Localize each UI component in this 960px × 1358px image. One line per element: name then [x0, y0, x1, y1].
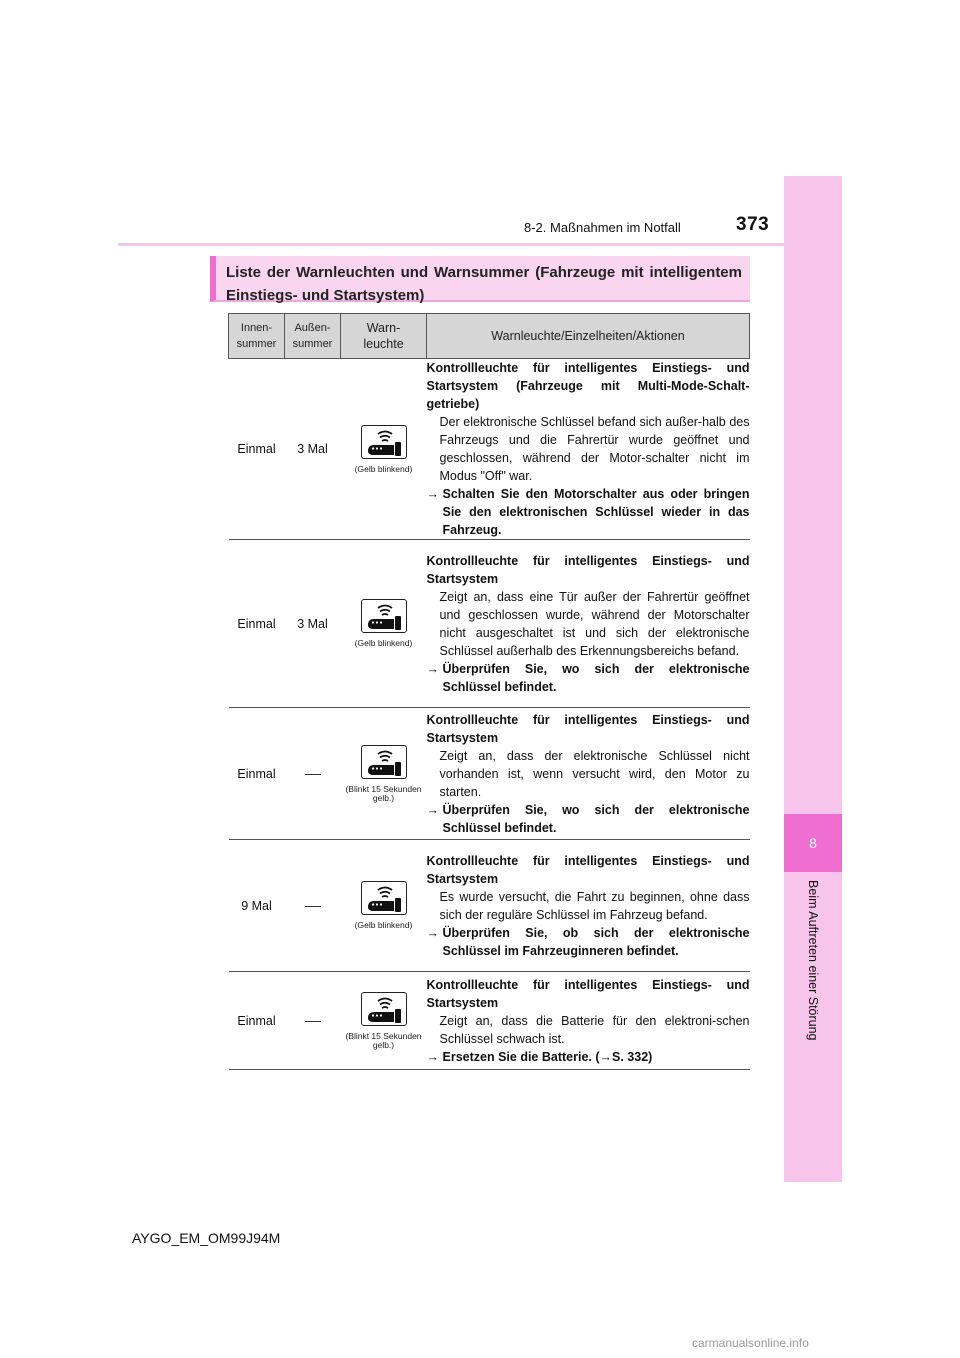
dash-mark: [305, 906, 321, 907]
col-warning-light: Warn- leuchte: [341, 314, 427, 359]
document-code: AYGO_EM_OM99J94M: [132, 1230, 281, 1246]
inner-buzzer-cell: 9 Mal: [229, 840, 285, 972]
detail-body: Es wurde versucht, die Fahrt zu beginnen, ohne dass sich der reguläre Schlüssel im Fahrzeug befand.: [439, 889, 750, 922]
inner-buzzer-cell: Einmal: [229, 972, 285, 1070]
warning-light-cell: [341, 840, 427, 972]
detail-body: Der elektronische Schlüssel befand sich außer-halb des Fahrzeugs und die Fahrertür wurde geöffnet und geschlossen, während der Motor-schalter nicht im Modus "Off" war.: [439, 415, 750, 483]
detail-title: Kontrollleuchte für intelligentes Einstiegs- und Startsystem: [426, 853, 750, 886]
table-row: [229, 540, 750, 708]
outer-buzzer-cell: 3 Mal: [285, 540, 341, 708]
page-number: 373: [736, 214, 770, 235]
table-row: [229, 840, 750, 972]
inner-buzzer-cell: Einmal: [229, 540, 285, 708]
heading-line-1: Liste der Warnleuchten und Warnsummer (Fahrzeuge mit intelligentem: [226, 264, 742, 281]
table-row: [229, 708, 750, 840]
detail-title: Kontrollleuchte für intelligentes Einstiegs- und Startsystem (Fahrzeuge mit Multi-Mode-Schalt-getriebe): [426, 361, 750, 411]
inner-buzzer-cell: Einmal: [229, 359, 285, 540]
watermark: carmanualsonline.info: [692, 1336, 809, 1350]
detail-action: [427, 660, 750, 696]
header-rule: [118, 243, 784, 246]
action-text: Überprüfen Sie, ob sich der elektronische Schlüssel im Fahrzeuginneren befindet.: [442, 925, 750, 958]
detail-title: Kontrollleuchte für intelligentes Einstiegs- und Startsystem: [426, 977, 750, 1010]
warning-list-heading: [210, 256, 750, 302]
dash-mark: [305, 774, 321, 775]
smart-key-warning-icon: [361, 881, 407, 915]
detail-body: Zeigt an, dass der elektronische Schlüssel nicht vorhanden ist, wenn versucht wird, den Motor zu starten.: [439, 748, 750, 799]
warning-light-cell: [341, 540, 427, 708]
details-cell: [427, 972, 750, 1070]
icon-caption: (Gelb blinkend): [354, 638, 413, 648]
action-text: Ersetzen Sie die Batterie. (→S. 332): [442, 1049, 653, 1064]
arrow-icon: →: [426, 925, 439, 940]
detail-title: Kontrollleuchte für intelligentes Einstiegs- und Startsystem: [426, 553, 750, 586]
detail-action: [427, 485, 750, 539]
icon-caption: (Gelb blinkend): [354, 463, 413, 474]
warning-light-cell: [341, 359, 427, 540]
col-details: Warnleuchte/Einzelheiten/Aktionen: [427, 314, 750, 359]
table-row: [229, 972, 750, 1070]
icon-caption: (Blinkt 15 Sekunden gelb.): [345, 783, 422, 803]
smart-key-warning-icon: [361, 599, 407, 633]
chapter-label: Beim Auftreten einer Störung: [806, 880, 820, 1041]
smart-key-warning-icon: [361, 745, 407, 779]
icon-caption: (Blinkt 15 Sekunden gelb.): [345, 1030, 422, 1050]
arrow-icon: →: [426, 661, 439, 676]
detail-body: Zeigt an, dass eine Tür außer der Fahrertür geöffnet und geschlossen wurde, während der Motorschalter nicht ausgeschaltet ist und sich der elektronische Schlüssel außerhalb des Erkennungsbereichs befand.: [439, 589, 750, 658]
smart-key-warning-icon: [361, 992, 407, 1026]
details-cell: [427, 708, 750, 840]
outer-buzzer-cell: [285, 708, 341, 840]
chapter-number: 8: [784, 814, 842, 872]
warning-light-cell: [341, 972, 427, 1070]
warning-table: [228, 313, 750, 1070]
col-inner-buzzer: Innen- summer: [229, 314, 285, 359]
action-text: Überprüfen Sie, wo sich der elektronische Schlüssel befindet.: [442, 802, 750, 835]
table-header-row: [229, 314, 750, 359]
icon-caption: (Gelb blinkend): [354, 920, 413, 930]
outer-buzzer-cell: 3 Mal: [285, 359, 341, 540]
col-outer-buzzer: Außen- summer: [285, 314, 341, 359]
heading-line-2: Einstiegs- und Startsystem): [226, 287, 425, 304]
details-cell: [427, 840, 750, 972]
action-text: Überprüfen Sie, wo sich der elektronische Schlüssel befindet.: [442, 661, 750, 694]
arrow-icon: →: [426, 802, 439, 817]
action-text: Schalten Sie den Motorschalter aus oder bringen Sie den elektronischen Schlüssel wieder in das Fahrzeug.: [442, 487, 750, 537]
details-cell: [427, 540, 750, 708]
detail-action: [427, 801, 750, 837]
dash-mark: [305, 1021, 321, 1022]
arrow-icon: →: [426, 1049, 439, 1064]
outer-buzzer-cell: [285, 840, 341, 972]
smart-key-warning-icon: [361, 425, 407, 459]
table-row: [229, 359, 750, 540]
details-cell: [427, 359, 750, 540]
section-title: 8-2. Maßnahmen im Notfall: [524, 220, 681, 235]
detail-action: [427, 924, 750, 960]
detail-action: [427, 1048, 750, 1066]
detail-body: Zeigt an, dass die Batterie für den elektroni-schen Schlüssel schwach ist.: [439, 1013, 750, 1046]
detail-title: Kontrollleuchte für intelligentes Einstiegs- und Startsystem: [426, 712, 750, 745]
outer-buzzer-cell: [285, 972, 341, 1070]
warning-light-cell: [341, 708, 427, 840]
inner-buzzer-cell: Einmal: [229, 708, 285, 840]
arrow-icon: →: [426, 487, 439, 501]
